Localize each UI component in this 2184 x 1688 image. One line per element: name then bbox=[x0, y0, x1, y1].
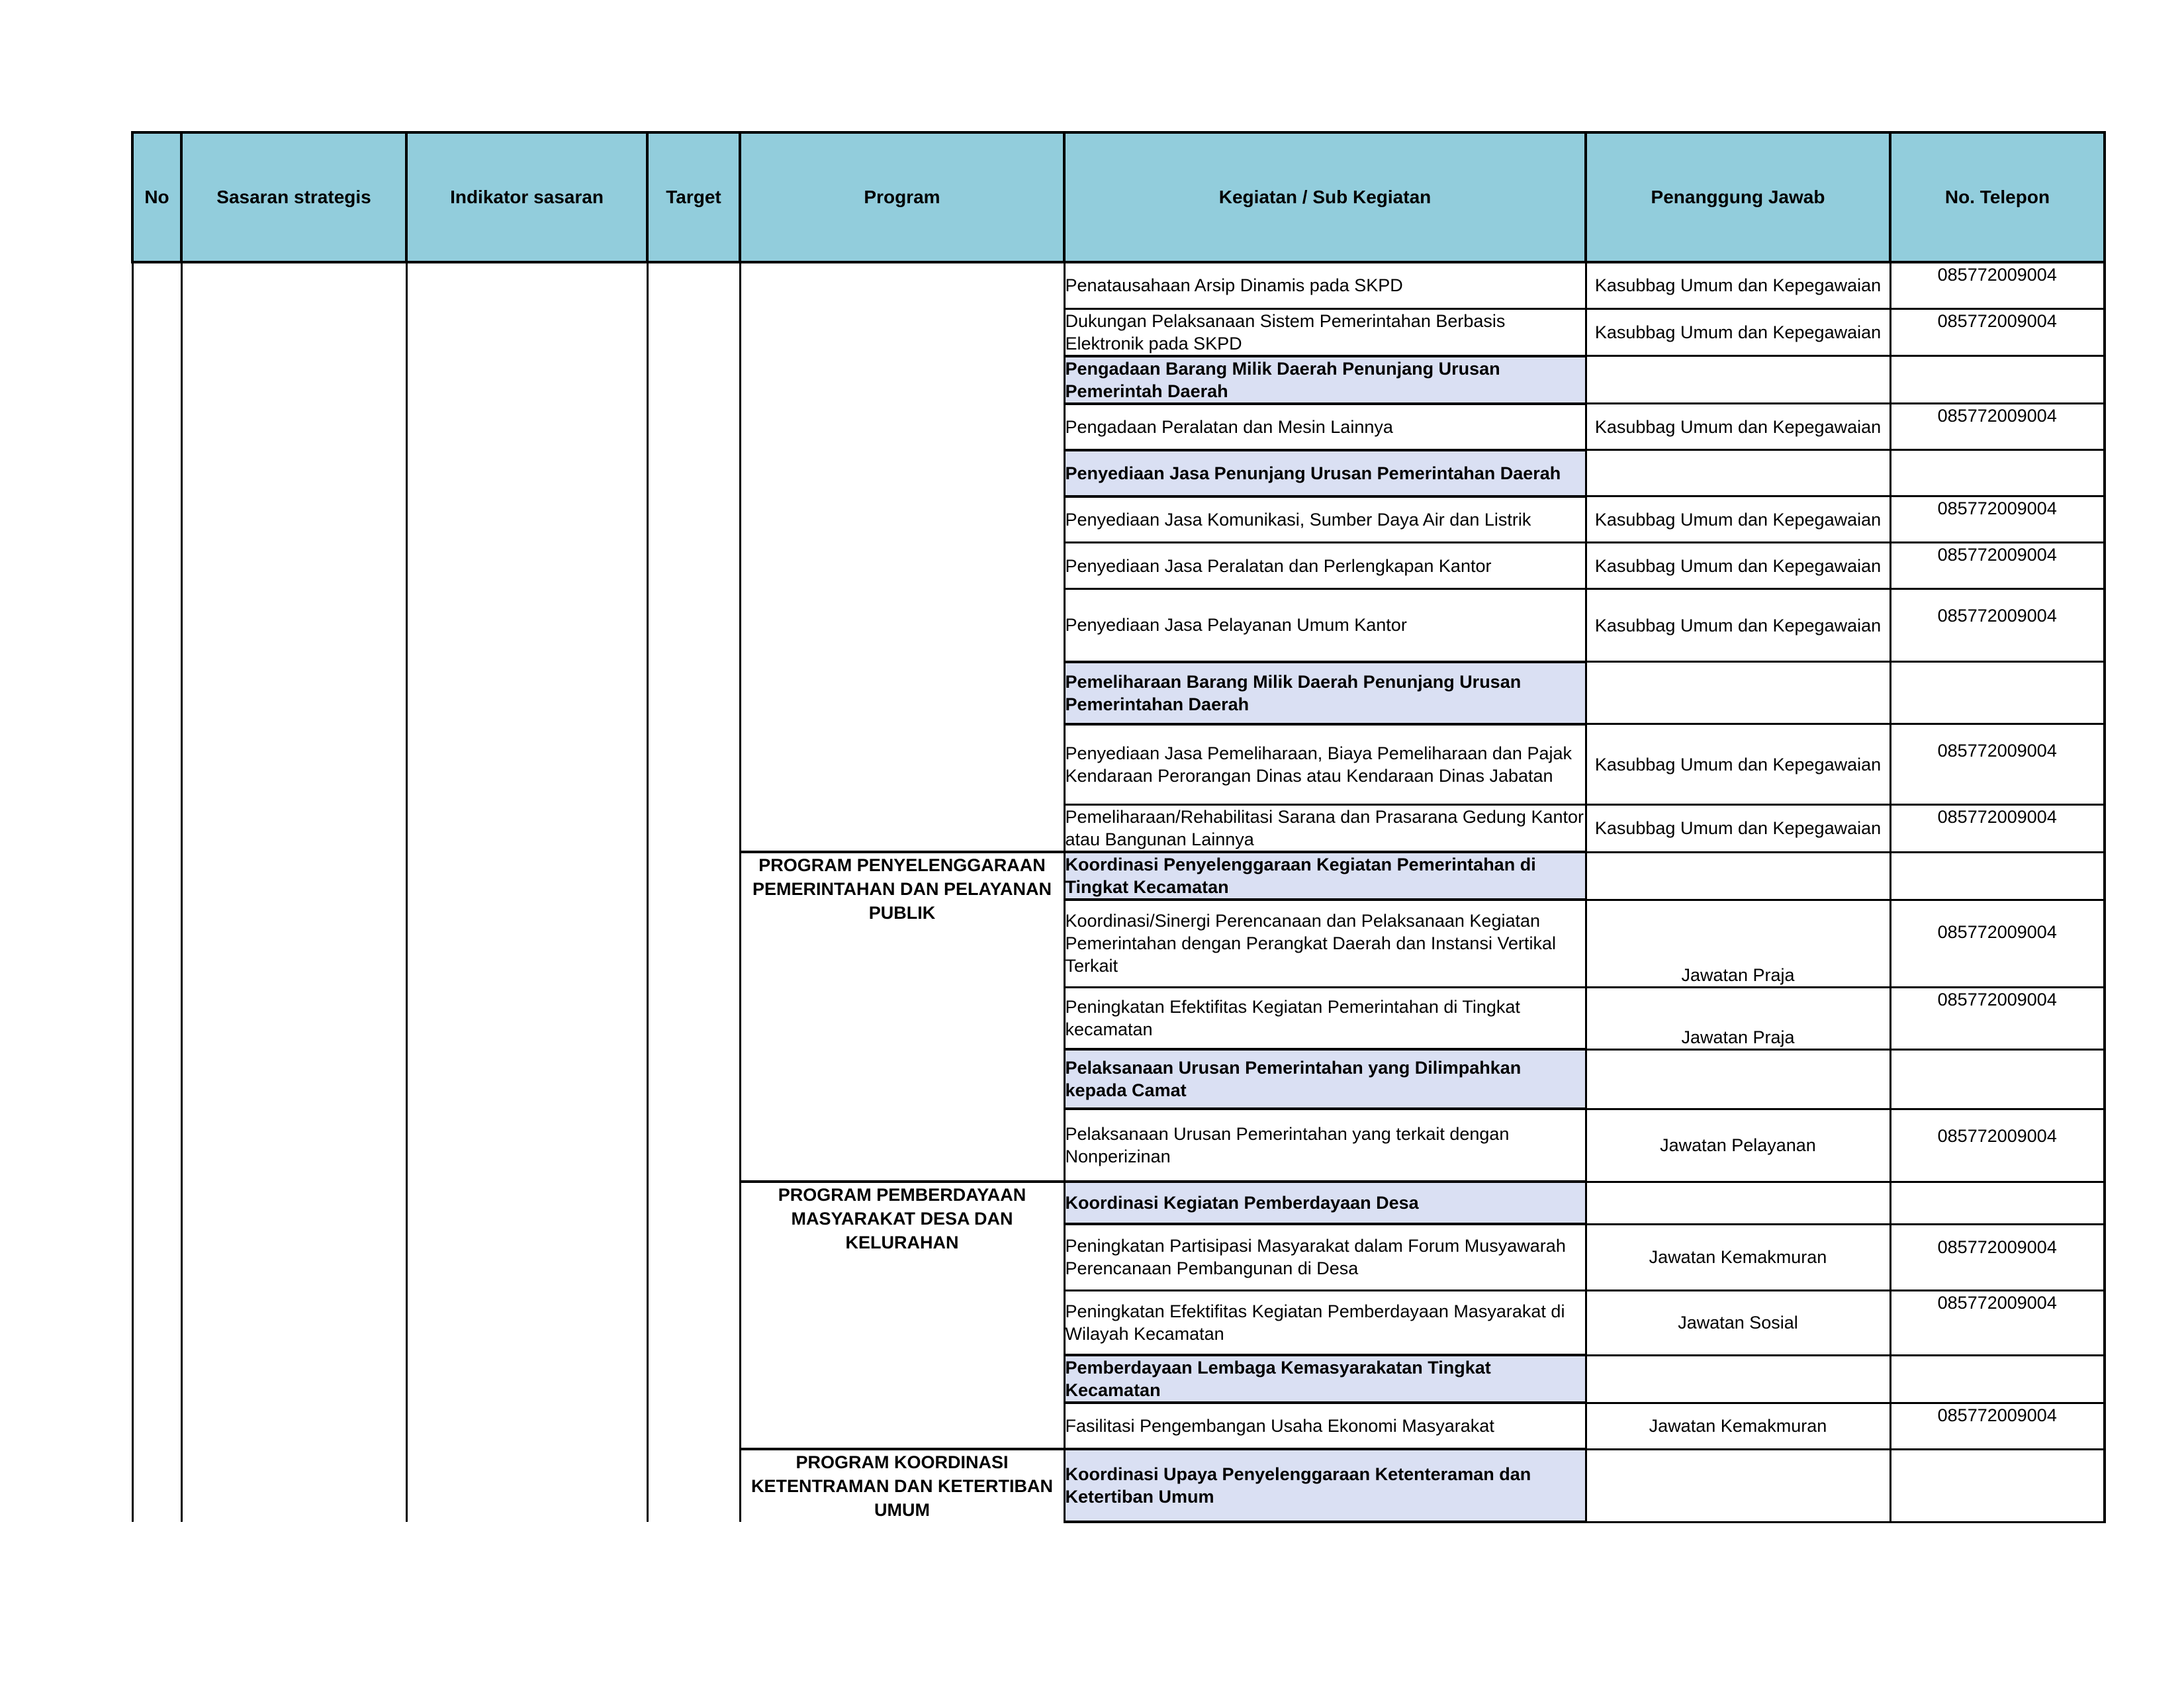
kegiatan-header-cell: Koordinasi Upaya Penyelenggaraan Ketenteraman dan Ketertiban Umum bbox=[1064, 1449, 1586, 1522]
telepon-cell bbox=[1890, 852, 2105, 900]
telepon-cell: 085772009004 bbox=[1890, 496, 2105, 543]
penanggung-jawab-cell: Jawatan Kemakmuran bbox=[1586, 1403, 1890, 1449]
telepon-cell: 085772009004 bbox=[1890, 1403, 2105, 1449]
header-sasaran: Sasaran strategis bbox=[181, 132, 406, 262]
telepon-cell: 085772009004 bbox=[1890, 1224, 2105, 1290]
penanggung-jawab-cell: Kasubbag Umum dan Kepegawaian bbox=[1586, 724, 1890, 805]
penanggung-jawab-cell bbox=[1586, 450, 1890, 496]
penanggung-jawab-cell: Kasubbag Umum dan Kepegawaian bbox=[1586, 496, 1890, 543]
program-cell: PROGRAM KOORDINASI KETENTRAMAN DAN KETERTIBAN UMUM bbox=[740, 1449, 1064, 1522]
activity-table bbox=[131, 131, 2106, 1523]
telepon-cell: 085772009004 bbox=[1890, 900, 2105, 987]
kegiatan-cell: Fasilitasi Pengembangan Usaha Ekonomi Masyarakat bbox=[1064, 1403, 1586, 1449]
target-cell bbox=[647, 262, 740, 1522]
program-cell-empty bbox=[740, 262, 1064, 852]
penanggung-jawab-cell bbox=[1586, 1449, 1890, 1522]
penanggung-jawab-cell: Jawatan Praja bbox=[1586, 987, 1890, 1049]
penanggung-jawab-cell bbox=[1586, 1182, 1890, 1224]
kegiatan-header-cell: Koordinasi Penyelenggaraan Kegiatan Pemerintahan di Tingkat Kecamatan bbox=[1064, 852, 1586, 900]
program-cell: PROGRAM PEMBERDAYAAN MASYARAKAT DESA DAN KELURAHAN bbox=[740, 1182, 1064, 1449]
kegiatan-cell: Pelaksanaan Urusan Pemerintahan yang terkait dengan Nonperizinan bbox=[1064, 1109, 1586, 1182]
penanggung-jawab-cell: Jawatan Pelayanan bbox=[1586, 1109, 1890, 1182]
sasaran-cell bbox=[181, 262, 406, 1522]
kegiatan-header-cell: Pengadaan Barang Milik Daerah Penunjang Urusan Pemerintah Daerah bbox=[1064, 356, 1586, 404]
header-no: No bbox=[132, 132, 181, 262]
kegiatan-cell: Penyediaan Jasa Komunikasi, Sumber Daya Air dan Listrik bbox=[1064, 496, 1586, 543]
kegiatan-cell: Penyediaan Jasa Peralatan dan Perlengkapan Kantor bbox=[1064, 543, 1586, 589]
kegiatan-header-cell: Pemeliharaan Barang Milik Daerah Penunjang Urusan Pemerintahan Daerah bbox=[1064, 662, 1586, 724]
penanggung-jawab-cell bbox=[1586, 852, 1890, 900]
telepon-cell bbox=[1890, 1355, 2105, 1403]
telepon-cell: 085772009004 bbox=[1890, 1109, 2105, 1182]
table-row bbox=[132, 262, 2105, 308]
kegiatan-cell: Dukungan Pelaksanaan Sistem Pemerintahan Berbasis Elektronik pada SKPD bbox=[1064, 308, 1586, 356]
penanggung-jawab-cell bbox=[1586, 1355, 1890, 1403]
penanggung-jawab-cell: Kasubbag Umum dan Kepegawaian bbox=[1586, 805, 1890, 853]
telepon-cell bbox=[1890, 1049, 2105, 1109]
telepon-cell bbox=[1890, 1449, 2105, 1522]
kegiatan-header-cell: Pelaksanaan Urusan Pemerintahan yang Dilimpahkan kepada Camat bbox=[1064, 1049, 1586, 1109]
penanggung-jawab-cell: Kasubbag Umum dan Kepegawaian bbox=[1586, 589, 1890, 662]
telepon-cell: 085772009004 bbox=[1890, 987, 2105, 1049]
header-program: Program bbox=[740, 132, 1064, 262]
penanggung-jawab-cell: Jawatan Praja bbox=[1586, 900, 1890, 987]
telepon-cell: 085772009004 bbox=[1890, 1290, 2105, 1355]
telepon-cell bbox=[1890, 662, 2105, 724]
telepon-cell bbox=[1890, 450, 2105, 496]
penanggung-jawab-cell: Kasubbag Umum dan Kepegawaian bbox=[1586, 262, 1890, 308]
telepon-cell bbox=[1890, 356, 2105, 404]
penanggung-jawab-cell: Kasubbag Umum dan Kepegawaian bbox=[1586, 308, 1890, 356]
penanggung-jawab-cell bbox=[1586, 662, 1890, 724]
kegiatan-header-cell: Koordinasi Kegiatan Pemberdayaan Desa bbox=[1064, 1182, 1586, 1224]
telepon-cell: 085772009004 bbox=[1890, 543, 2105, 589]
header-target: Target bbox=[647, 132, 740, 262]
penanggung-jawab-cell: Jawatan Kemakmuran bbox=[1586, 1224, 1890, 1290]
no-cell bbox=[132, 262, 181, 1522]
telepon-cell: 085772009004 bbox=[1890, 589, 2105, 662]
telepon-cell: 085772009004 bbox=[1890, 308, 2105, 356]
penanggung-jawab-cell: Kasubbag Umum dan Kepegawaian bbox=[1586, 404, 1890, 450]
penanggung-jawab-cell bbox=[1586, 1049, 1890, 1109]
kegiatan-cell: Penyediaan Jasa Pemeliharaan, Biaya Pemeliharaan dan Pajak Kendaraan Perorangan Dinas atau Kendaraan Dinas Jabatan bbox=[1064, 724, 1586, 805]
header-kegiatan: Kegiatan / Sub Kegiatan bbox=[1064, 132, 1586, 262]
kegiatan-cell: Pengadaan Peralatan dan Mesin Lainnya bbox=[1064, 404, 1586, 450]
header-penanggung-jawab: Penanggung Jawab bbox=[1586, 132, 1890, 262]
telepon-cell: 085772009004 bbox=[1890, 805, 2105, 853]
telepon-cell: 085772009004 bbox=[1890, 404, 2105, 450]
kegiatan-cell: Koordinasi/Sinergi Perencanaan dan Pelaksanaan Kegiatan Pemerintahan dengan Perangkat Daerah dan Instansi Vertikal Terkait bbox=[1064, 900, 1586, 987]
indikator-cell bbox=[406, 262, 647, 1522]
kegiatan-cell: Peningkatan Efektifitas Kegiatan Pemberdayaan Masyarakat di Wilayah Kecamatan bbox=[1064, 1290, 1586, 1355]
kegiatan-cell: Peningkatan Efektifitas Kegiatan Pemerintahan di Tingkat kecamatan bbox=[1064, 987, 1586, 1049]
kegiatan-cell: Pemeliharaan/Rehabilitasi Sarana dan Prasarana Gedung Kantor atau Bangunan Lainnya bbox=[1064, 805, 1586, 853]
telepon-cell: 085772009004 bbox=[1890, 724, 2105, 805]
kegiatan-cell: Penyediaan Jasa Pelayanan Umum Kantor bbox=[1064, 589, 1586, 662]
telepon-cell bbox=[1890, 1182, 2105, 1224]
penanggung-jawab-cell bbox=[1586, 356, 1890, 404]
kegiatan-header-cell: Penyediaan Jasa Penunjang Urusan Pemerintahan Daerah bbox=[1064, 450, 1586, 496]
kegiatan-cell: Peningkatan Partisipasi Masyarakat dalam Forum Musyawarah Perencanaan Pembangunan di Desa bbox=[1064, 1224, 1586, 1290]
table-header-row bbox=[132, 132, 2105, 262]
telepon-cell: 085772009004 bbox=[1890, 262, 2105, 308]
penanggung-jawab-cell: Kasubbag Umum dan Kepegawaian bbox=[1586, 543, 1890, 589]
header-telepon: No. Telepon bbox=[1890, 132, 2105, 262]
program-cell: PROGRAM PENYELENGGARAAN PEMERINTAHAN DAN PELAYANAN PUBLIK bbox=[740, 852, 1064, 1182]
penanggung-jawab-cell: Jawatan Sosial bbox=[1586, 1290, 1890, 1355]
kegiatan-header-cell: Pemberdayaan Lembaga Kemasyarakatan Tingkat Kecamatan bbox=[1064, 1355, 1586, 1403]
header-indikator: Indikator sasaran bbox=[406, 132, 647, 262]
kegiatan-cell: Penatausahaan Arsip Dinamis pada SKPD bbox=[1064, 262, 1586, 308]
